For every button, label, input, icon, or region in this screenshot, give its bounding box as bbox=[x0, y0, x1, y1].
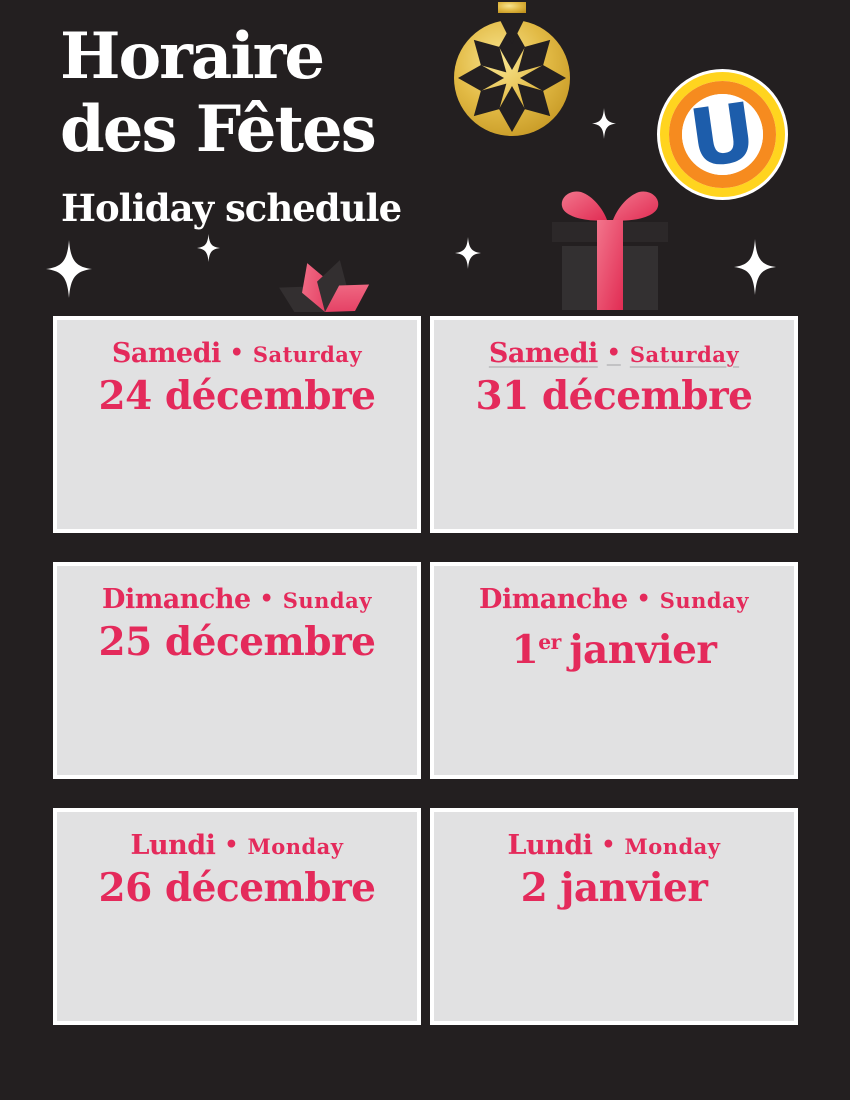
date-number: 1 bbox=[511, 627, 539, 673]
gift-box-icon bbox=[551, 184, 669, 310]
day-name-french: Samedi bbox=[488, 338, 598, 369]
date-ordinal-suffix: er bbox=[538, 630, 561, 654]
day-name-french: Dimanche bbox=[479, 584, 628, 615]
sparkle-icon bbox=[197, 234, 220, 262]
logo-letter: U bbox=[683, 84, 762, 187]
u-brand-logo-icon bbox=[656, 68, 789, 201]
sparkle-icon bbox=[734, 239, 776, 295]
schedule-card bbox=[430, 808, 798, 1025]
sparkle-icon bbox=[455, 237, 481, 269]
page-title-line2: des Fêtes bbox=[60, 92, 375, 167]
leaf-fan-icon bbox=[263, 234, 387, 312]
day-name-english: Monday bbox=[624, 834, 721, 859]
card-day-line bbox=[57, 584, 417, 617]
schedule-card bbox=[53, 808, 421, 1025]
day-name-english: Sunday bbox=[659, 588, 749, 613]
card-date: 26 décembre bbox=[98, 865, 376, 911]
card-date: 24 décembre bbox=[98, 373, 376, 419]
christmas-ornament-icon bbox=[452, 0, 572, 138]
page-subtitle: Holiday schedule bbox=[61, 186, 402, 230]
date-month: janvier bbox=[569, 627, 717, 673]
day-name-french: Lundi bbox=[130, 830, 216, 861]
schedule-card bbox=[53, 316, 421, 533]
card-date bbox=[434, 619, 794, 673]
card-date: 2 janvier bbox=[520, 865, 708, 911]
bullet-separator: • bbox=[606, 340, 621, 366]
bullet-separator: • bbox=[259, 586, 274, 612]
card-date: 25 décembre bbox=[98, 619, 376, 665]
bullet-separator: • bbox=[601, 832, 616, 858]
schedule-card bbox=[53, 562, 421, 779]
card-day-line bbox=[57, 830, 417, 863]
day-name-english: Sunday bbox=[282, 588, 372, 613]
card-day-line bbox=[434, 830, 794, 863]
card-day-line bbox=[434, 584, 794, 617]
sparkle-icon bbox=[592, 108, 616, 139]
day-name-english: Monday bbox=[247, 834, 344, 859]
page-title-line1: Horaire bbox=[60, 19, 324, 94]
day-name-french: Dimanche bbox=[102, 584, 251, 615]
card-day-line bbox=[434, 338, 794, 371]
day-name-english: Saturday bbox=[252, 342, 363, 367]
bullet-separator: • bbox=[224, 832, 239, 858]
page-title bbox=[60, 20, 375, 166]
day-name-french: Samedi bbox=[111, 338, 221, 369]
card-date: 31 décembre bbox=[475, 373, 753, 419]
schedule-grid bbox=[53, 316, 798, 1025]
day-name-french: Lundi bbox=[507, 830, 593, 861]
schedule-card bbox=[430, 316, 798, 533]
card-day-line bbox=[57, 338, 417, 371]
day-name-english: Saturday bbox=[629, 342, 740, 367]
sparkle-icon bbox=[46, 240, 92, 298]
bullet-separator: • bbox=[636, 586, 651, 612]
schedule-card bbox=[430, 562, 798, 779]
bullet-separator: • bbox=[229, 340, 244, 366]
